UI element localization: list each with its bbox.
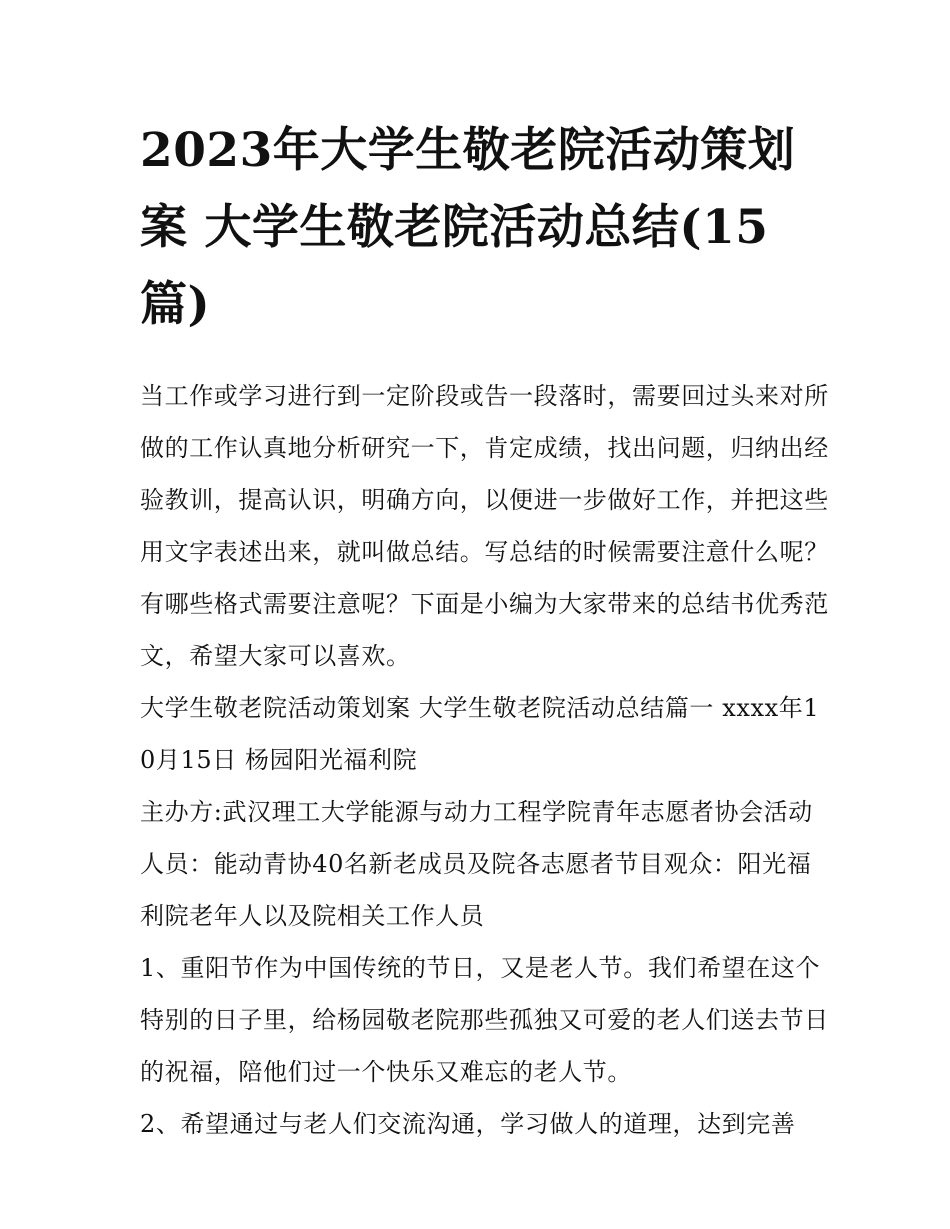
document-body — [140, 370, 830, 1150]
purpose-paragraph-1: 1、重阳节作为中国传统的节日，又是老人节。我们希望在这个特别的日子里，给杨园敬老院那些孤独又可爱的老人们送去节日的祝福，陪他们过一个快乐又难忘的老人节。 — [140, 954, 829, 1086]
intro-paragraph: 当工作或学习进行到一定阶段或告一段落时，需要回过头来对所做的工作认真地分析研究一下，肯定成绩，找出问题，归纳出经验教训，提高认识，明确方向，以便进一步做好工作，并把这些用文字表述出来，就叫做总结。写总结的时候需要注意什么呢？有哪些格式需要注意呢？下面是小编为大家带来的总结书优秀范文，希望大家可以喜欢。 — [140, 382, 829, 670]
section-heading-paragraph: 大学生敬老院活动策划案 大学生敬老院活动总结篇一 xxxx年10月15日 杨园阳光福利院 — [140, 694, 820, 774]
document-content — [140, 112, 830, 1150]
organizer-paragraph: 主办方:武汉理工大学能源与动力工程学院青年志愿者协会活动人员：能动青协40名新老成员及院各志愿者节目观众：阳光福利院老年人以及院相关工作人员 — [140, 798, 813, 930]
purpose-paragraph-2: 2、希望通过与老人们交流沟通，学习做人的道理，达到完善 — [140, 1110, 796, 1138]
document-title: 2023年大学生敬老院活动策划案 大学生敬老院活动总结(15篇) — [140, 123, 796, 332]
